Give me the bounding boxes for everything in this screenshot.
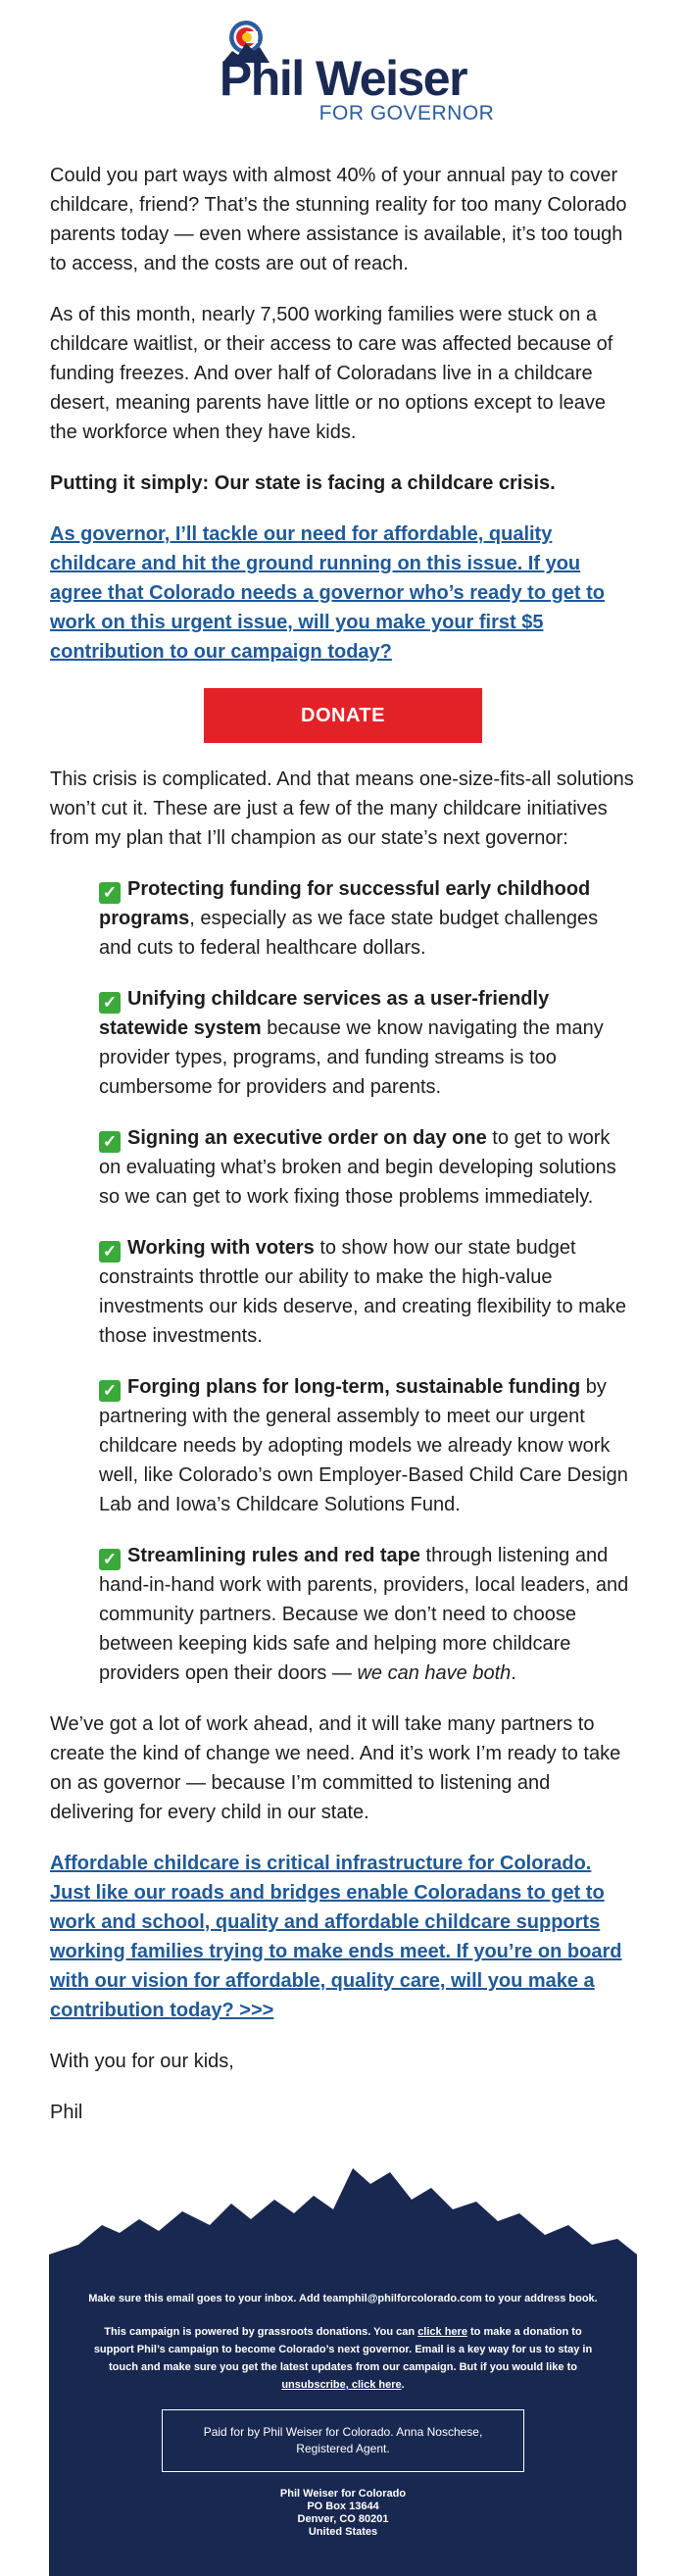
initiative-text: , especially as we face state budget challenges and cuts to federal healthcare dollars. (99, 908, 599, 959)
donate-button[interactable]: DONATE (204, 688, 482, 743)
grassroots-text: This campaign is powered by grassroots donations. You can (104, 2326, 418, 2338)
grassroots-note (88, 2323, 598, 2394)
initiative-title: Unifying childcare services as a user-friendly statewide system (99, 988, 550, 1039)
initiative-tail: . (511, 1662, 516, 1684)
check-mark-icon: ✓ (99, 1380, 121, 1402)
address-line: United States (308, 2526, 378, 2538)
unsubscribe-link[interactable]: unsubscribe, click here (281, 2379, 402, 2391)
signoff: With you for our kids, (50, 2051, 234, 2072)
mailing-address (88, 2488, 598, 2539)
grassroots-text: . (401, 2379, 405, 2391)
plan-intro-paragraph: This crisis is complicated. And that means one-size-fits-all solutions won’t cut it. These are just a few of the many childcare initiatives from my plan that I’ll champion as our state’s next governor: (50, 768, 634, 849)
paid-for-disclaimer: Paid for by Phil Weiser for Colorado. Anna Noschese, Registered Agent. (162, 2409, 524, 2472)
initiative-title: Forging plans for long-term, sustainable funding (127, 1376, 581, 1398)
initiative-text: because we know navigating the many provider types, programs, and funding streams is too cumbersome for providers and parents. (99, 1017, 604, 1098)
check-mark-icon: ✓ (99, 1131, 121, 1153)
logo-name: Phil Weiser (219, 51, 467, 106)
partners-paragraph: We’ve got a lot of work ahead, and it will take many partners to create the kind of change we need. And it’s work I’m ready to take on as governor — because I’m committed to listening and delivering for every child in our state. (50, 1713, 621, 1823)
waitlist-paragraph: As of this month, nearly 7,500 working families were stuck on a childcare waitlist, or their access to care was affected because of funding freezes. And over half of Coloradans live in a childcare desert, meaning parents have little or no options except to leave the workforce when they have kids. (50, 304, 613, 443)
initiatives-list (50, 874, 636, 1688)
initiative-text: to get to work on evaluating what’s broken and begin developing solutions so we can get to work fixing those problems immediately. (99, 1127, 616, 1208)
list-item (99, 874, 636, 963)
first-contribution-link[interactable]: As governor, I’ll tackle our need for affordable, quality childcare and hit the ground running on this issue. If you agree that Colorado needs a governor who’s ready to get to work on this urgent issue, will you make your first $5 contribution to our campaign today? (50, 523, 606, 663)
address-line: Phil Weiser for Colorado (279, 2488, 407, 2500)
initiative-title: Protecting funding for successful early childhood programs (99, 878, 591, 929)
footer-box (49, 2276, 637, 2576)
address-line: Denver, CO 80201 (297, 2513, 389, 2525)
donate-click-here-link[interactable]: click here (417, 2326, 467, 2338)
initiative-title: Streamlining rules and red tape (127, 1545, 420, 1566)
initiative-text: by partnering with the general assembly to meet our urgent childcare needs by adopting models we already know work well, like Colorado’s own Employer-Based Child Care Design Lab and Iowa’s Childcare Solutions Fund. (99, 1376, 628, 1515)
list-item (99, 1372, 636, 1519)
list-item (99, 1233, 636, 1351)
signature: Phil (50, 2102, 83, 2123)
intro-paragraph: Could you part ways with almost 40% of your annual pay to cover childcare, friend? That’s the stunning reality for too many Colorado parents today — even where assistance is available, it’s too tough to access, and the costs are out of reach. (50, 165, 627, 274)
list-item (99, 1123, 636, 1212)
list-item (99, 984, 636, 1102)
check-mark-icon: ✓ (99, 1241, 121, 1263)
initiative-text: through listening and hand-in-hand work with parents, providers, local leaders, and community partners. Because we don’t need to choose between keeping kids safe and helping more childcare providers open their doors — (99, 1545, 629, 1684)
crisis-statement: Putting it simply: Our state is facing a childcare crisis. (50, 472, 556, 494)
footer-section (0, 2156, 686, 2576)
initiative-text: to show how our state budget constraints throttle our ability to make the high-value investments our kids deserve, and creating flexibility to make those investments. (99, 1237, 627, 1347)
mountain-silhouette-icon (0, 2156, 686, 2276)
check-mark-icon: ✓ (99, 1549, 121, 1570)
list-item (99, 1541, 636, 1688)
address-line: PO Box 13644 (307, 2501, 379, 2512)
grassroots-text: to make a donation to support Phil’s campaign to become Colorado’s next governor. Email is a key way for us to stay in touch and make sure you get the latest updates from our campaign. But if you would like to (93, 2326, 593, 2373)
donate-section (50, 688, 636, 743)
initiative-emphasis: we can have both (357, 1662, 512, 1684)
contribution-link[interactable]: Affordable childcare is critical infrastructure for Colorado. Just like our roads and bridges enable Coloradans to get to work and school, quality and affordable childcare supports working families trying to make ends meet. If you’re on board with our vision for affordable, quality care, will you make a contribution today? >>> (50, 1853, 622, 2021)
campaign-logo[interactable] (0, 0, 686, 137)
logo-subtitle: FOR GOVERNOR (318, 102, 495, 124)
email-body (0, 161, 686, 2127)
initiative-title: Signing an executive order on day one (127, 1127, 487, 1149)
check-mark-icon: ✓ (99, 992, 121, 1014)
inbox-note: Make sure this email goes to your inbox. Add teamphil@philforcolorado.com to your address book. (88, 2293, 598, 2304)
check-mark-icon: ✓ (99, 882, 121, 904)
initiative-title: Working with voters (127, 1237, 315, 1259)
